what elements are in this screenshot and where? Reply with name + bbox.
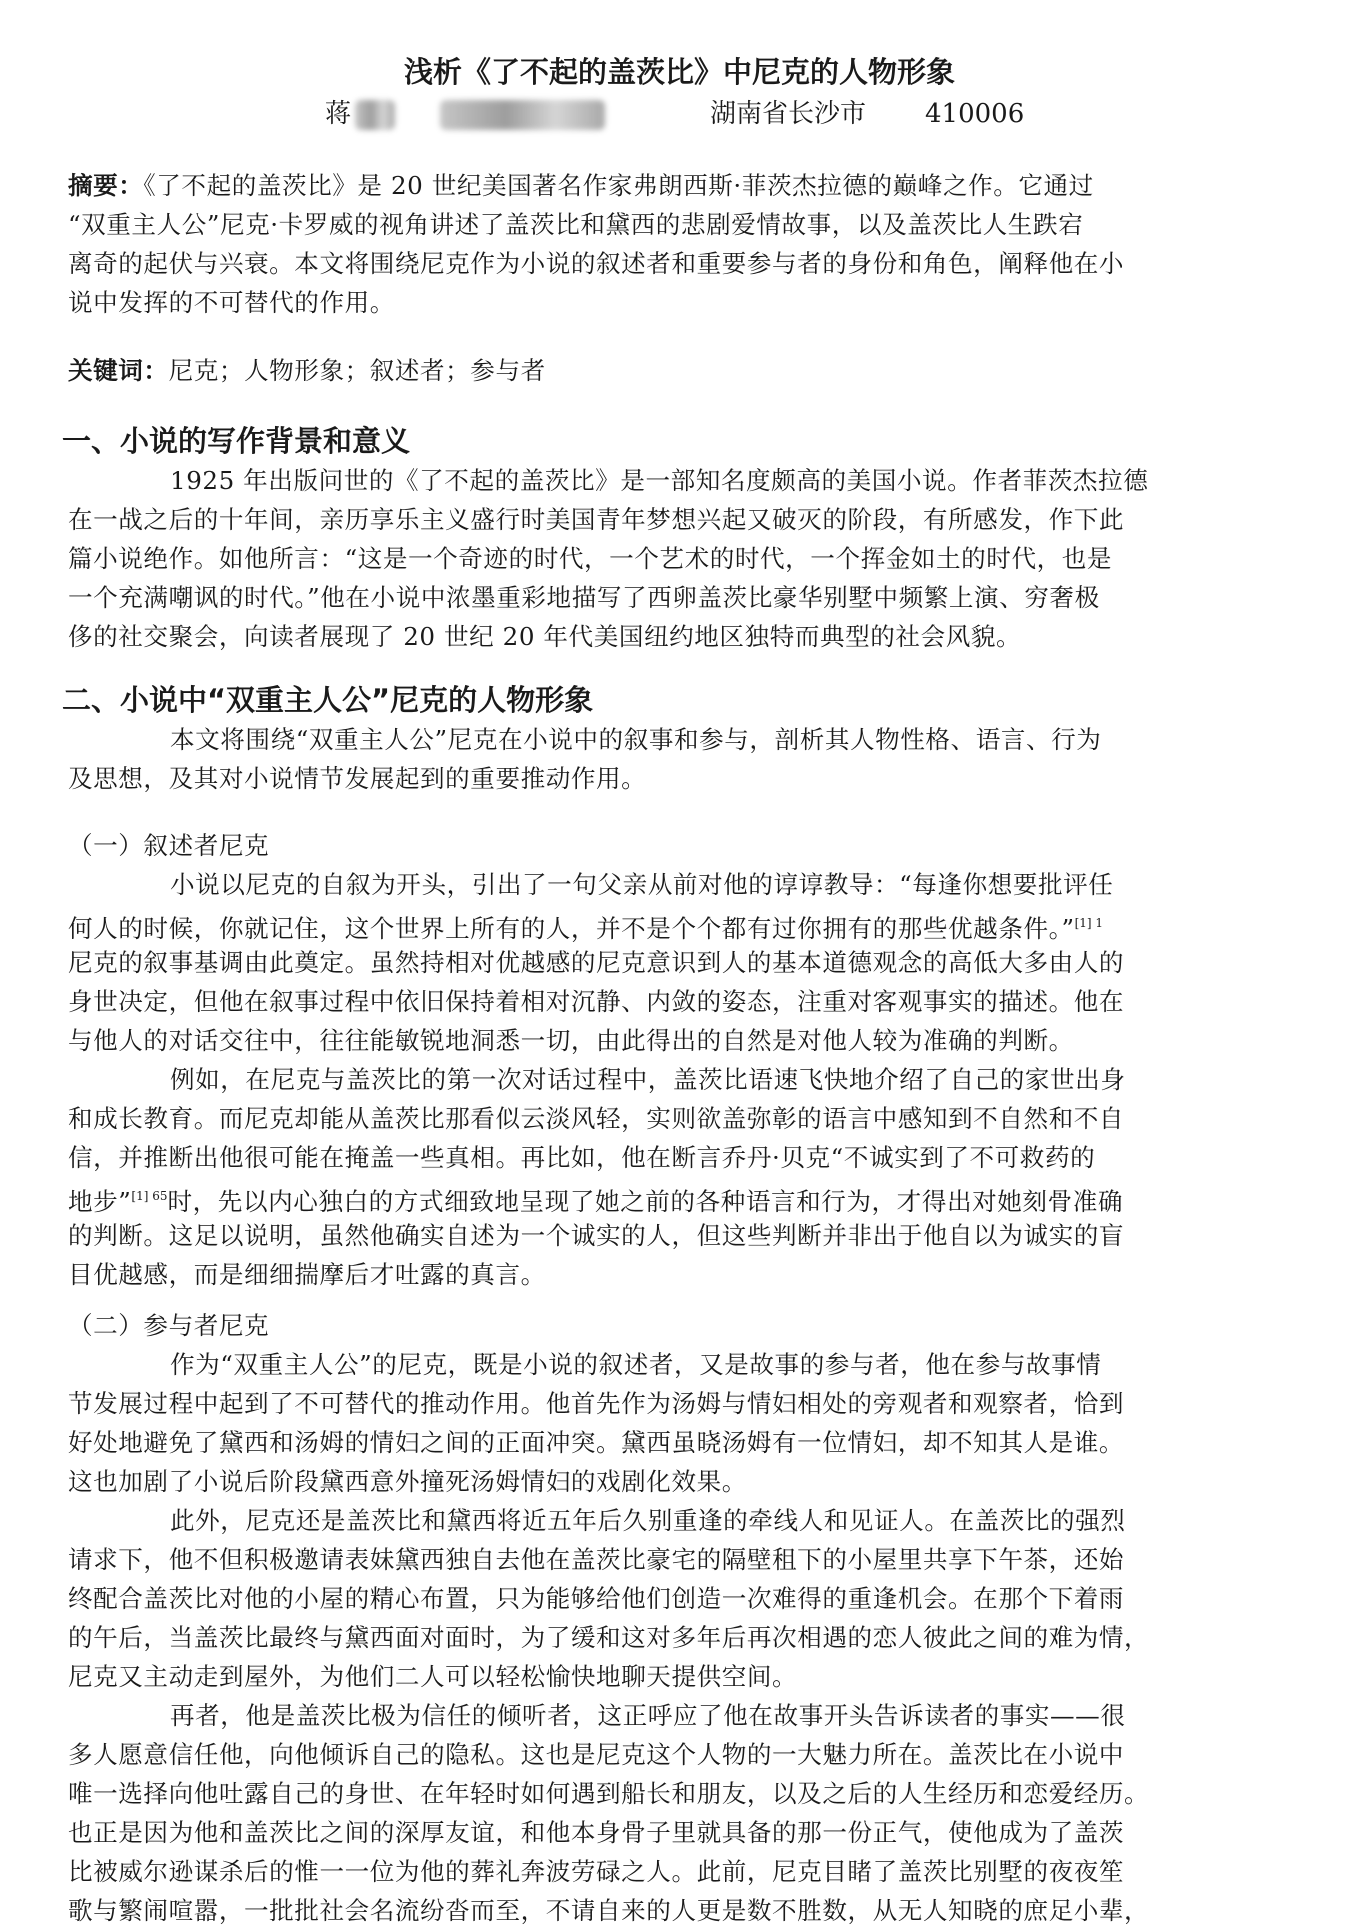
abstract-line: “双重主人公”尼克·卡罗威的视角讲述了盖茨比和黛西的悲剧爱情故事，以及盖茨比人生跌宕 — [68, 210, 1084, 239]
paragraph-line: 一个充满嘲讽的时代。”他在小说中浓墨重彩地描写了西卵盖茨比豪华别墅中频繁上演、穷奢极 — [68, 583, 1100, 612]
paragraph-line: 多人愿意信任他，向他倾诉自己的隐私。这也是尼克这个人物的一大魅力所在。盖茨比在小说中 — [68, 1740, 1125, 1769]
redacted-name-blur — [355, 100, 395, 130]
paragraph-line: 篇小说绝作。如他所言：“这是一个奇迹的时代，一个艺术的时代，一个挥金如土的时代，也是 — [68, 544, 1113, 573]
paragraph-line: 作为“双重主人公”的尼克，既是小说的叙述者，又是故事的参与者，他在参与故事情 — [170, 1350, 1102, 1379]
paragraph-text: 地步” — [68, 1187, 132, 1216]
abstract-line: 《了不起的盖茨比》是 20 世纪美国著名作家弗朗西斯·菲茨杰拉德的巅峰之作。它通过 — [143, 171, 1094, 200]
paragraph-line: 和成长教育。而尼克却能从盖茨比那看似云淡风轻，实则欲盖弥彰的语言中感知到不自然和不自 — [68, 1104, 1125, 1133]
paragraph-line: 歌与繁闹喧嚣，一批批社会名流纷沓而至，不请自来的人更是数不胜数，从无人知晓的庶足小辈， — [68, 1896, 1150, 1925]
author-postcode: 410006 — [925, 99, 1025, 129]
footnote-ref: [1] 1 — [1074, 916, 1104, 930]
section-heading: 一、小说的写作背景和意义 — [62, 424, 411, 458]
abstract-label: 摘要： — [68, 171, 144, 200]
abstract-line: 说中发挥的不可替代的作用。 — [68, 288, 395, 317]
section-heading: 二、小说中“双重主人公”尼克的人物形象 — [62, 683, 594, 717]
paragraph-line: 再者，他是盖茨比极为信任的倾听者，这正呼应了他在故事开头告诉读者的事实——很 — [170, 1701, 1126, 1730]
paragraph-line: 的午后，当盖茨比最终与黛西面对面时，为了缓和这对多年后再次相遇的恋人彼此之间的难为情， — [68, 1623, 1150, 1652]
paragraph-line: 节发展过程中起到了不可替代的推动作用。他首先作为汤姆与情妇相处的旁观者和观察者，恰到 — [68, 1389, 1125, 1418]
subsection-heading: （二）参与者尼克 — [68, 1311, 270, 1340]
keywords-label: 关键词： — [68, 356, 169, 385]
abstract-line: 离奇的起伏与兴衰。本文将围绕尼克作为小说的叙述者和重要参与者的身份和角色，阐释他在小 — [68, 249, 1125, 278]
paragraph-line: 小说以尼克的自叙为开头，引出了一句父亲从前对他的谆谆教导：“每逢你想要批评任 — [170, 870, 1114, 899]
paragraph-line: 与他人的对话交往中，往往能敏锐地洞悉一切，由此得出的自然是对他人较为准确的判断。 — [68, 1026, 1074, 1055]
paragraph-line: 何人的时候，你就记住，这个世界上所有的人，并不是个个都有过你拥有的那些优越条件。” — [68, 914, 1075, 943]
keywords-text: 尼克；人物形象；叙述者；参与者 — [168, 356, 546, 385]
paper-title: 浅析《了不起的盖茨比》中尼克的人物形象 — [403, 55, 955, 89]
paragraph-line: 目优越感，而是细细揣摩后才吐露的真言。 — [68, 1260, 546, 1289]
paragraph-line: 在一战之后的十年间，亲历享乐主义盛行时美国青年梦想兴起又破灭的阶段，有所感发，作下此 — [68, 505, 1125, 534]
paragraph-line: 这也加剧了小说后阶段黛西意外撞死汤姆情妇的戏剧化效果。 — [68, 1467, 747, 1496]
paragraph-line: 的判断。这足以说明，虽然他确实自述为一个诚实的人，但这些判断并非出于他自以为诚实的盲 — [68, 1221, 1125, 1250]
abstract — [68, 166, 1280, 322]
paragraph-line: 此外，尼克还是盖茨比和黛西将近五年后久别重逢的牵线人和见证人。在盖茨比的强烈 — [170, 1506, 1126, 1535]
subsection-1-paragraphs — [68, 865, 1280, 1294]
paragraph-line: 请求下，他不但积极邀请表妹黛西独自去他在盖茨比豪宅的隔壁租下的小屋里共享下午茶，还始 — [68, 1545, 1125, 1574]
section-1-paragraph — [68, 461, 1280, 656]
footnote-ref: [1] 65 — [131, 1189, 168, 1203]
section-2-paragraph — [68, 720, 1280, 798]
paragraph-line: 本文将围绕“双重主人公”尼克在小说中的叙事和参与，剖析其人物性格、语言、行为 — [170, 725, 1102, 754]
paragraph-text: 时，先以内心独白的方式细致地呈现了她之前的各种语言和行为，才得出对她刻骨准确 — [167, 1187, 1123, 1216]
author-surname: 蒋 — [325, 99, 352, 129]
paragraph-line: 身世决定，但他在叙事过程中依旧保持着相对沉静、内敛的姿态，注重对客观事实的描述。他在 — [68, 987, 1125, 1016]
paragraph-line: 尼克又主动走到屋外，为他们二人可以轻松愉快地聊天提供空间。 — [68, 1662, 798, 1691]
author-line — [325, 94, 1045, 134]
subsection-2-paragraphs — [68, 1345, 1280, 1930]
paragraph-line: 及思想，及其对小说情节发展起到的重要推动作用。 — [68, 764, 647, 793]
redacted-affiliation-blur — [440, 100, 605, 130]
keywords — [68, 351, 1280, 390]
paragraph-line: 唯一选择向他吐露自己的身世、在年轻时如何遇到船长和朋友，以及之后的人生经历和恋爱经历。 — [68, 1779, 1150, 1808]
paragraph-line: 尼克的叙事基调由此奠定。虽然持相对优越感的尼克意识到人的基本道德观念的高低大多由人的 — [68, 948, 1125, 977]
subsection-heading: （一）叙述者尼克 — [68, 831, 270, 860]
paragraph-line: 比被威尔逊谋杀后的惟一一位为他的葬礼奔波劳碌之人。此前，尼克目睹了盖茨比别墅的夜夜笙 — [68, 1857, 1125, 1886]
paragraph-line: 好处地避免了黛西和汤姆的情妇之间的正面冲突。黛西虽晓汤姆有一位情妇，却不知其人是谁。 — [68, 1428, 1125, 1457]
paragraph-line: 信，并推断出他很可能在掩盖一些真相。再比如，他在断言乔丹·贝克“不诚实到了不可救药的 — [68, 1143, 1096, 1172]
paragraph-line: 也正是因为他和盖茨比之间的深厚友谊，和他本身骨子里就具备的那一份正气，使他成为了盖茨 — [68, 1818, 1125, 1847]
paragraph-line: 侈的社交聚会，向读者展现了 20 世纪 20 年代美国纽约地区独特而典型的社会风貌。 — [68, 622, 1022, 651]
paragraph-line: 例如，在尼克与盖茨比的第一次对话过程中，盖茨比语速飞快地介绍了自己的家世出身 — [170, 1065, 1126, 1094]
paragraph-line: 1925 年出版问世的《了不起的盖茨比》是一部知名度颇高的美国小说。作者菲茨杰拉德 — [170, 466, 1149, 495]
author-location: 湖南省长沙市 — [710, 99, 867, 129]
paragraph-line: 终配合盖茨比对他的小屋的精心布置，只为能够给他们创造一次难得的重逢机会。在那个下着雨 — [68, 1584, 1125, 1613]
